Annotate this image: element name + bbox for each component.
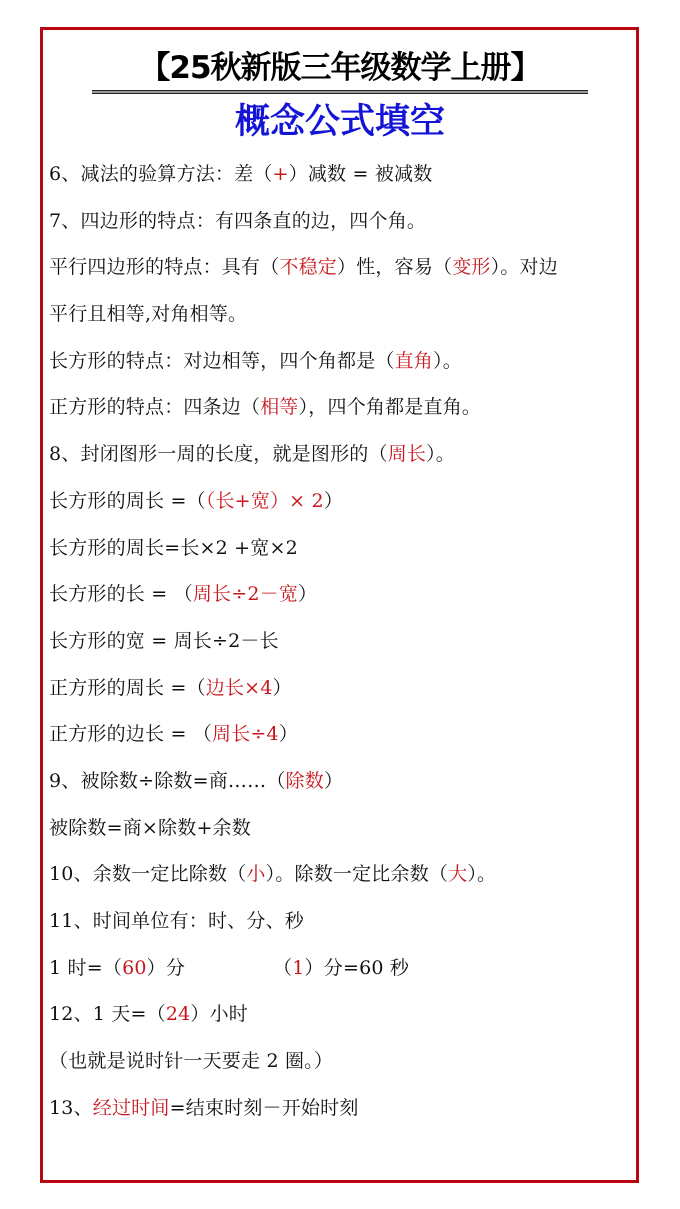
line-text: ）。对边 <box>490 256 558 279</box>
line-text: ）。 <box>433 349 462 372</box>
concept-line <box>49 945 633 992</box>
line-text: 平行四边形的特点：具有（ <box>49 256 280 279</box>
answer-text: 直角 <box>394 349 434 372</box>
answer-text: 1 <box>292 956 305 979</box>
answer-text: 周长÷4 <box>212 723 279 746</box>
line-text: 9、被除数÷除数=商……（ <box>49 769 286 792</box>
answer-text: 24 <box>165 1003 191 1026</box>
answer-text: + <box>272 163 289 185</box>
line-text: ）分 <box>146 956 186 979</box>
line-text: 13、 <box>49 1096 93 1119</box>
concept-line <box>49 991 633 1038</box>
line-text: 7、四边形的特点：有四条直的边，四个角。 <box>49 209 427 232</box>
line-text: 正方形的特点：四条边（ <box>49 396 261 419</box>
line-text: 8、封闭图形一周的长度，就是图形的（ <box>49 443 388 466</box>
concept-line <box>49 151 633 198</box>
answer-text: 边长×4 <box>205 676 273 699</box>
concept-line <box>49 525 633 572</box>
concept-line <box>49 805 633 852</box>
concept-line <box>49 665 633 712</box>
line-text: ）。 <box>426 443 456 466</box>
line-text: ），四个角都是直角。 <box>298 396 482 419</box>
title-double-underline <box>92 90 588 94</box>
line-text: 长方形的特点：对边相等，四个角都是（ <box>49 349 395 372</box>
line-text: =结束时刻－开始时刻 <box>169 1096 359 1119</box>
line-text: 长方形的周长 =（ <box>49 489 206 512</box>
line-text: （ <box>273 956 293 979</box>
document-title: 【25秋新版三年级数学上册】 <box>139 50 541 86</box>
line-text: 12、1 天=（ <box>49 1003 166 1026</box>
line-text: ） <box>323 769 344 792</box>
line-text: 长方形的宽 = 周长÷2－长 <box>49 629 279 652</box>
line-text: （也就是说时针一天要走 2 圈。） <box>49 1050 334 1073</box>
document-subtitle: 概念公式填空 <box>234 102 445 142</box>
concept-line <box>49 758 633 805</box>
concept-line <box>49 338 633 385</box>
answer-text: 相等 <box>260 396 299 419</box>
concept-line <box>49 244 633 291</box>
line-text: ） <box>272 676 292 699</box>
line-text: ） <box>278 723 299 746</box>
concept-line <box>49 198 633 245</box>
line-text: 11、时间单位有：时、分、秒 <box>49 910 304 932</box>
concept-line <box>49 618 633 665</box>
answer-text: 变形 <box>452 256 491 279</box>
line-text: ）分=60 秒 <box>304 956 410 979</box>
line-text: ）。 <box>467 863 497 886</box>
line-text: ）性，容易（ <box>337 256 453 279</box>
answer-text: 周长÷2－宽 <box>192 583 299 606</box>
line-text: 10、余数一定比除数（ <box>49 863 247 886</box>
concept-line <box>49 571 633 618</box>
line-text: 长方形的周长=长×2 +宽×2 <box>49 536 298 559</box>
concept-line <box>49 1038 633 1085</box>
line-text: 正方形的周长 =（ <box>49 676 206 699</box>
concept-line <box>49 851 633 898</box>
line-text: ）小时 <box>190 1003 249 1026</box>
line-text: ）减数 = 被减数 <box>288 163 433 185</box>
answer-text: 除数 <box>285 769 324 792</box>
line-text: ） <box>298 583 318 606</box>
line-text: 正方形的边长 = （ <box>49 723 212 746</box>
concept-line <box>49 431 633 478</box>
line-text: ）。除数一定比余数（ <box>265 863 449 886</box>
answer-text: 小 <box>246 863 266 886</box>
answer-text: 周长 <box>387 443 427 466</box>
line-text: 长方形的长 = （ <box>49 583 193 606</box>
concept-line <box>49 898 633 945</box>
concept-line <box>49 384 633 431</box>
line-text: 1 时=（ <box>49 956 123 979</box>
answer-text: （长+宽）× 2 <box>205 489 324 512</box>
answer-text: 经过时间 <box>92 1096 170 1119</box>
concept-line <box>49 291 633 338</box>
concept-line <box>49 478 633 525</box>
answer-text: 不稳定 <box>279 256 338 279</box>
concept-line <box>49 1085 633 1132</box>
line-text: 6、减法的验算方法：差（ <box>49 163 273 185</box>
concept-list <box>49 151 633 1131</box>
concept-line <box>49 711 633 758</box>
line-text: 被除数=商×除数+余数 <box>49 816 251 839</box>
answer-text: 大 <box>448 863 468 886</box>
answer-text: 60 <box>122 956 147 979</box>
line-text: 平行且相等,对角相等。 <box>49 303 248 326</box>
line-text: ） <box>323 489 344 512</box>
